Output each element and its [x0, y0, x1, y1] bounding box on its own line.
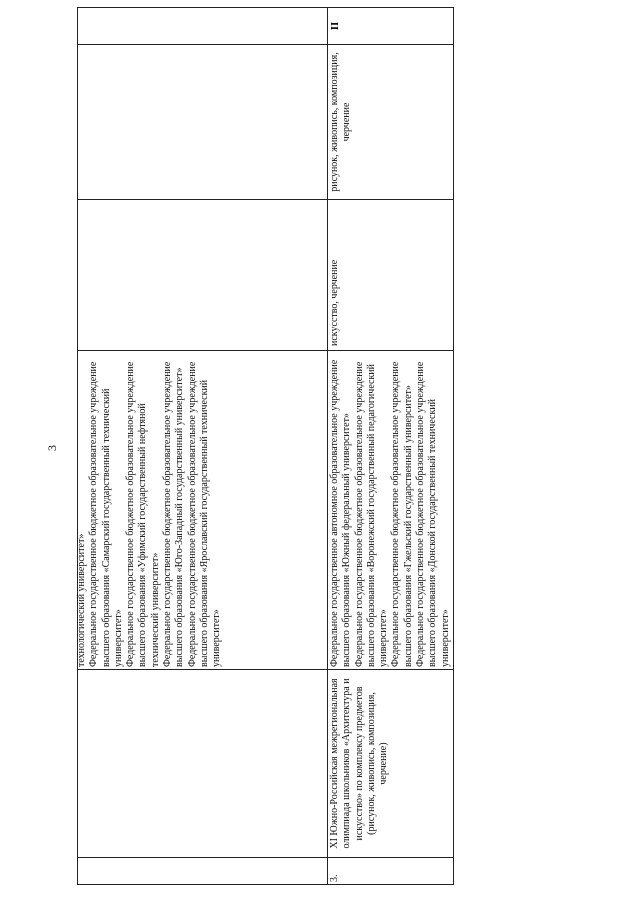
- table-row: [78, 8, 328, 885]
- level-cell: [78, 8, 328, 45]
- subjects-cell: рисунок, живопись, композиция, черчение: [328, 45, 454, 200]
- profile-cell: [78, 200, 328, 351]
- profile-cell: искусство, черчение: [328, 200, 454, 351]
- university-item: Федеральное государственное бюджетное образовательное учреждение высшего образования «Донской государственный технический университет»: [415, 361, 451, 667]
- university-item: Федеральное государственное бюджетное образовательное учреждение высшего образования «Уфимский государственный нефтяной технический университет»: [125, 361, 161, 667]
- page-number: 3: [45, 445, 59, 451]
- university-item: технологический университет»: [76, 533, 87, 667]
- universities-cell: [78, 351, 328, 670]
- university-item: Федеральное государственное бюджетное образовательное учреждение высшего образования «Ярославский государственный технический университет»: [186, 361, 223, 667]
- university-item: Федеральное государственное бюджетное образовательное учреждение высшего образования «Воронежский государственный педагогический университет»: [353, 361, 390, 667]
- university-item: Федеральное государственное бюджетное образовательное учреждение высшего образования «Юго-Западный государственный университет»: [162, 361, 186, 667]
- olympiad-table: [77, 7, 454, 885]
- olympiad-name-cell: [78, 670, 328, 858]
- table-row: [328, 8, 454, 885]
- university-item: Федеральное государственное автономное образовательное учреждение высшего образования «Южный федеральный университет»: [329, 359, 353, 667]
- university-item: Федеральное государственное бюджетное образовательное учреждение высшего образования «Гжельский государственный университет»: [390, 361, 414, 667]
- universities-cell: [328, 351, 454, 670]
- olympiad-table-rotated: [76, 7, 451, 885]
- level-cell: II: [328, 8, 454, 45]
- university-item: Федеральное государственное бюджетное образовательное учреждение высшего образования «Самарский государственный технический университет»: [88, 361, 124, 667]
- row-number-cell: 3.: [328, 858, 454, 885]
- subjects-cell: [78, 45, 328, 200]
- row-number-cell: [78, 858, 328, 885]
- olympiad-name-cell: XI Южно-Российская межрегиональная олимпиада школьников «Архитектура и искусство» по комплексу предметов (рисунок, живопись, композиция, черчение): [328, 670, 454, 858]
